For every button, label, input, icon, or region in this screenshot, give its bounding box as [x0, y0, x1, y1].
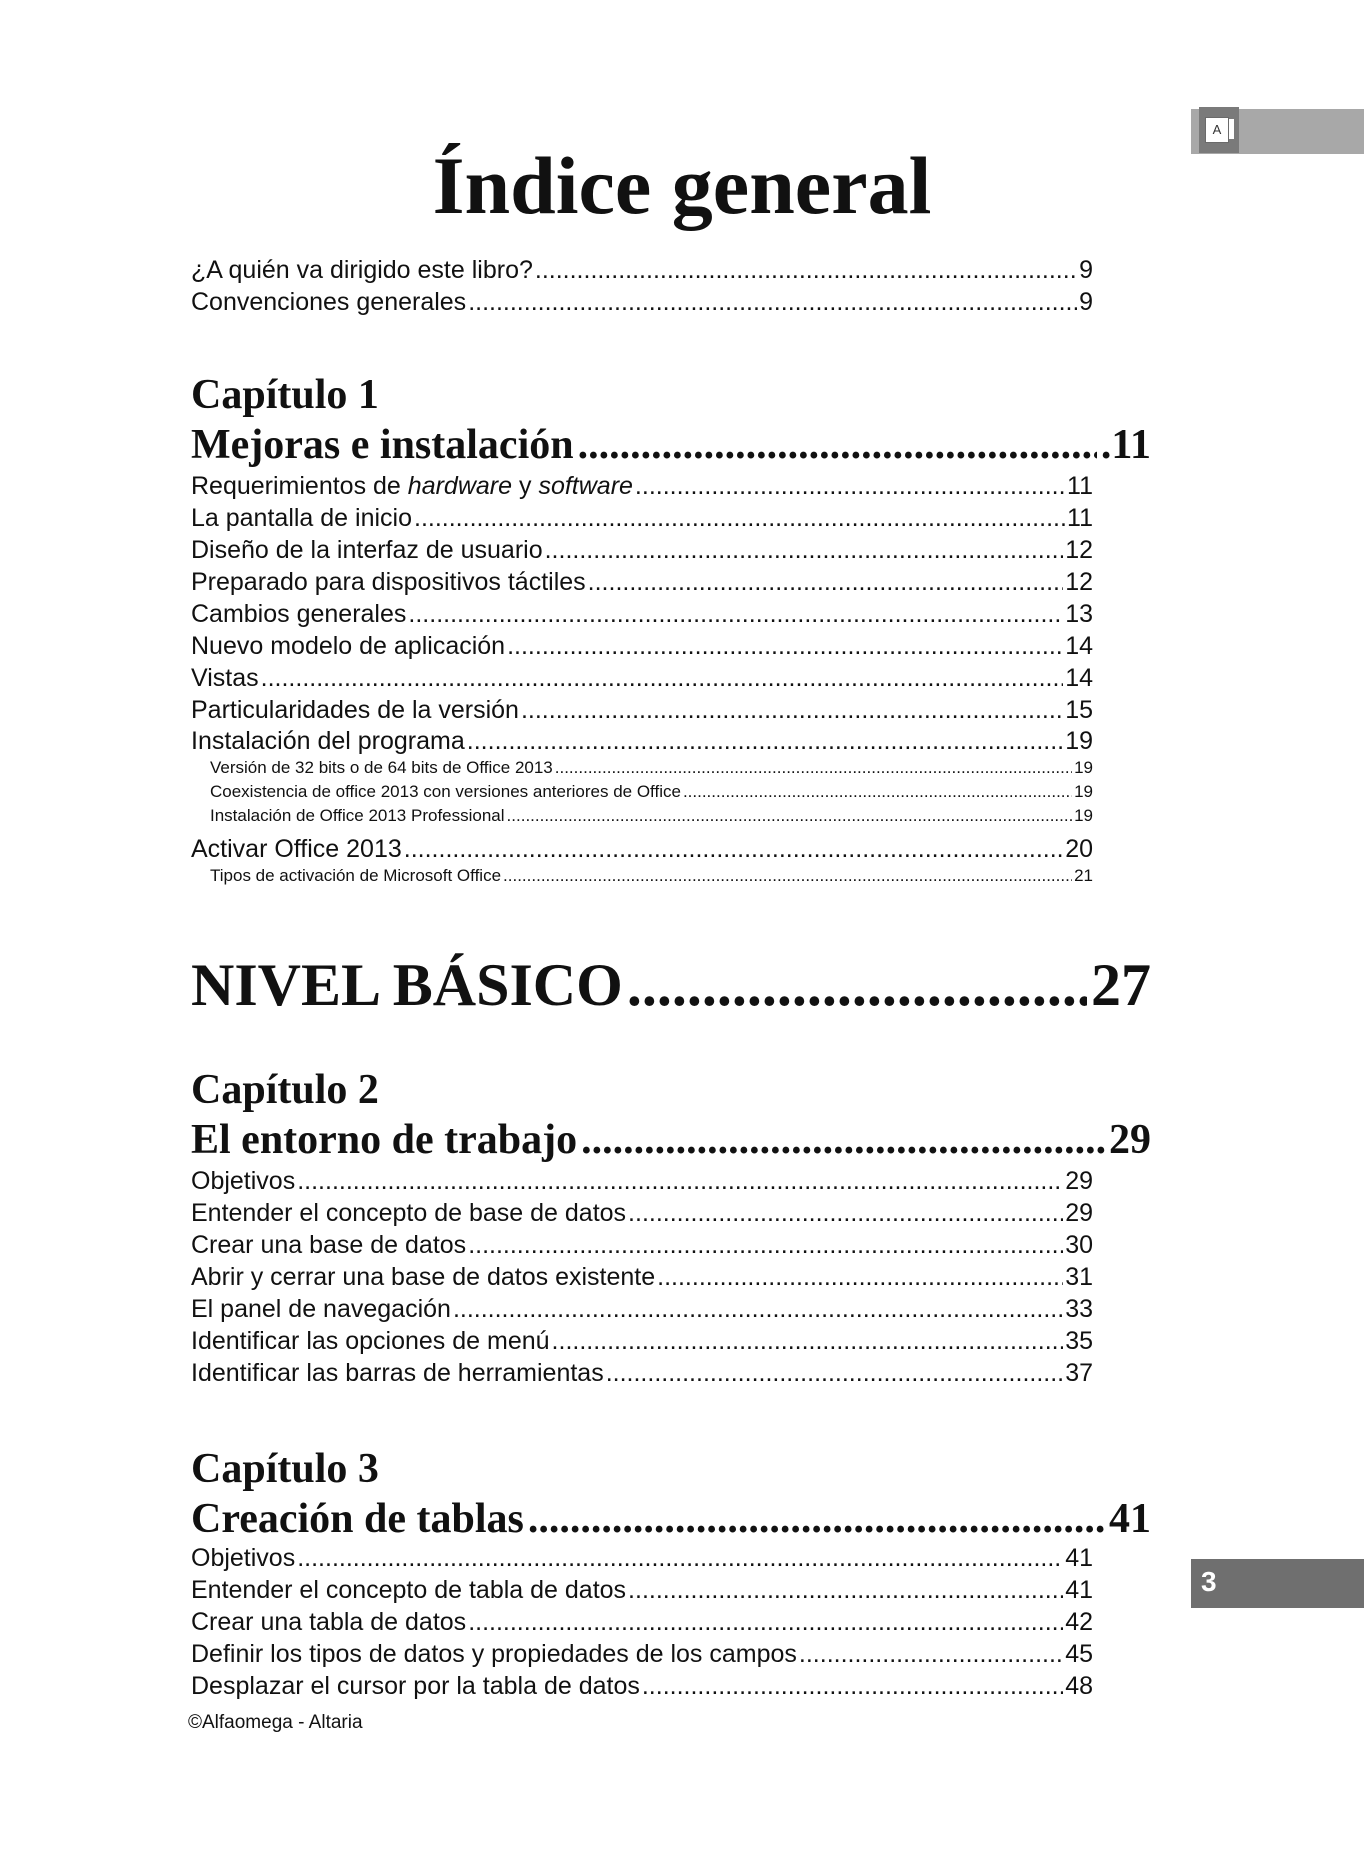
toc-entry[interactable]: Identificar las barras de herramientas ..... 37	[191, 1357, 1093, 1389]
chapter-label: Capítulo 3	[191, 1446, 379, 1492]
toc-entry[interactable]: Convenciones generales ..... 9	[191, 286, 1093, 318]
toc-entry[interactable]: Identificar las opciones de menú ..... 35	[191, 1325, 1093, 1357]
toc-entry[interactable]: Definir los tipos de datos y propiedades de los campos ..... 45	[191, 1638, 1093, 1670]
level-heading[interactable]: NIVEL BÁSICO ..... 27	[191, 950, 1151, 1020]
toc-entry[interactable]: ¿A quién va dirigido este libro? ..... 9	[191, 254, 1093, 286]
toc-entry[interactable]: Entender el concepto de base de datos ..... 29	[191, 1197, 1093, 1229]
toc-entry[interactable]: Objetivos ..... 41	[191, 1542, 1093, 1574]
toc-entry[interactable]: Crear una base de datos ..... 30	[191, 1229, 1093, 1261]
toc-entry[interactable]: Entender el concepto de tabla de datos ..... 41	[191, 1574, 1093, 1606]
copyright-footer: ©Alfaomega - Altaria	[188, 1712, 363, 1733]
toc-subentry[interactable]: Coexistencia de office 2013 con versiones anteriores de Office ..... 19	[210, 780, 1093, 804]
chapter-title[interactable]: Creación de tablas ..... 41	[191, 1494, 1151, 1544]
toc-entry[interactable]: Particularidades de la versión ..... 15	[191, 694, 1093, 726]
toc-entry[interactable]: Activar Office 2013 ..... 20	[191, 833, 1093, 865]
toc-entry[interactable]: El panel de navegación ..... 33	[191, 1293, 1093, 1325]
access-icon-letter: A	[1205, 117, 1229, 143]
toc-entry[interactable]: Objetivos ..... 29	[191, 1165, 1093, 1197]
chapter-label: Capítulo 2	[191, 1067, 379, 1113]
page-title: Índice general	[432, 140, 932, 231]
toc-entry[interactable]: Abrir y cerrar una base de datos existente ..... 31	[191, 1261, 1093, 1293]
toc-entry[interactable]: Desplazar el cursor por la tabla de datos ..... 48	[191, 1670, 1093, 1702]
toc-subentry[interactable]: Instalación de Office 2013 Professional ..... 19	[210, 804, 1093, 828]
toc-entry[interactable]: Vistas ..... 14	[191, 662, 1093, 694]
toc-entry[interactable]: Diseño de la interfaz de usuario ..... 12	[191, 534, 1093, 566]
toc-entry[interactable]: Crear una tabla de datos ..... 42	[191, 1606, 1093, 1638]
chapter-title[interactable]: Mejoras e instalación ..... .11	[191, 420, 1151, 470]
toc-subentry[interactable]: Versión de 32 bits o de 64 bits de Office 2013 ..... 19	[210, 756, 1093, 780]
toc-subentry[interactable]: Tipos de activación de Microsoft Office ..... 21	[210, 864, 1093, 888]
toc-entry[interactable]: Preparado para dispositivos táctiles ..... 12	[191, 566, 1093, 598]
toc-entry[interactable]: Cambios generales ..... 13	[191, 598, 1093, 630]
toc-entry[interactable]: Requerimientos de hardware y software ..... 11	[191, 470, 1093, 502]
page-number: 3	[1201, 1566, 1217, 1597]
chapter-title[interactable]: El entorno de trabajo ..... 29	[191, 1115, 1151, 1165]
page-number-tab	[1191, 1559, 1364, 1608]
chapter-label: Capítulo 1	[191, 372, 379, 418]
toc-entry[interactable]: La pantalla de inicio ..... 11	[191, 502, 1093, 534]
toc-entry[interactable]: Nuevo modelo de aplicación ..... 14	[191, 630, 1093, 662]
toc-entry[interactable]: Instalación del programa ..... 19	[191, 725, 1093, 757]
